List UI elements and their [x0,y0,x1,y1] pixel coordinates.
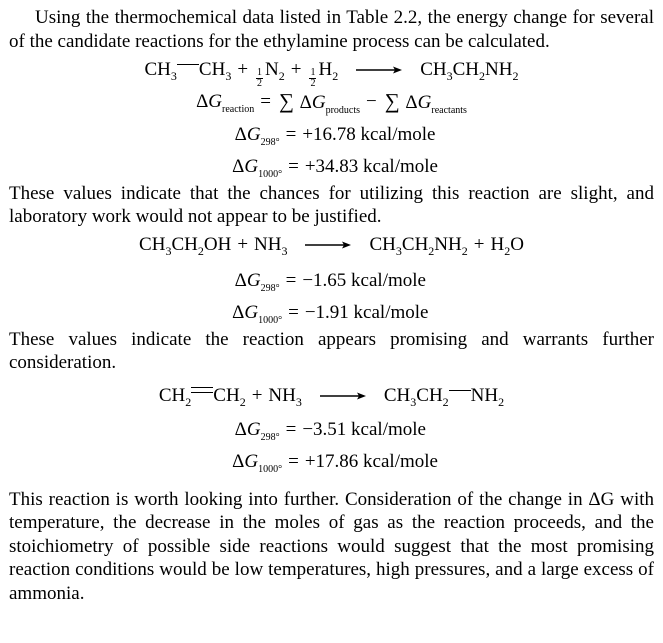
reaction-3-arrow-icon [320,386,366,406]
reaction-3-dg-298-value: −3.51 kcal/mole [302,418,426,440]
reaction-2-dg-1000-value: −1.91 kcal/mole [304,302,429,323]
dg-298-label: $\Delta G_{298^\circ}$ [234,123,280,148]
equals-sign: = [288,451,299,472]
reaction-2-comment: These values indicate the reaction appears promising and warrants further consideration. [9,328,654,373]
formula-equals: = [260,91,271,112]
dg-1000-label: $\Delta G_{1000^\circ}$ [232,451,283,475]
intro-paragraph: Using the thermochemical data listed in Table 2.2, the energy change for several of the candidate reactions for the ethylamine process can be calculated. [9,7,654,52]
conclusion-paragraph: This reaction is worth looking into further. Consideration of the change in ΔG with temperature, the decrease in the moles of gas as the reaction proceeds, and the stoichiometry of possible side reactions would suggest that the most promising reaction conditions would be low temperatures, high pressures, and a large excess of ammonia. [9,488,654,604]
reaction-3-dg-1000 [9,450,654,474]
reaction-1-dg-298 [9,123,654,147]
reaction-1-dg-298-value: +16.78 kcal/mole [302,123,436,145]
formula-rhs-products: ∑ $\Delta G_{products}$ [278,89,361,116]
reaction-2-dg-298-value: −1.65 kcal/mole [302,269,426,291]
reaction-3-product: $CH_3CH_2$ $NH_2$ [383,384,505,409]
reaction-1-dg-1000 [9,155,654,179]
reaction-2-equation [9,233,654,263]
single-bond-icon [177,59,199,71]
reaction-2-dg-1000 [9,301,654,325]
formula-lhs: $\Delta G_{reaction}$ [196,91,255,115]
reaction-3-equation [9,384,654,414]
equals-sign: = [288,302,299,323]
reaction-1-arrow-icon [356,60,402,80]
reaction-2-product-a: $CH_3CH_2NH_2$ [369,233,468,258]
free-energy-formula [9,90,654,115]
reaction-2-plus-1: + [237,233,249,255]
reaction-1-reactant-c: $H_2$ [318,59,339,83]
double-bond-icon [191,385,213,397]
equals-sign: = [288,156,299,177]
dg-298-label: $\Delta G_{298^\circ}$ [234,269,280,294]
reaction-1-half-fraction: $\frac{1}{2}$ [257,67,263,89]
reaction-1-reactant-b: $N_2$ [265,59,285,83]
reaction-1-equation [9,58,654,89]
reaction-1-plus-2: + [290,59,302,80]
reaction-1-plus-1: + [237,59,249,80]
reaction-2-reactant-a: $CH_3CH_2OH$ [139,233,232,258]
reaction-1-comment: These values indicate that the chances for utilizing this reaction are slight, and laboratory work would not appear to be justified. [9,182,654,227]
dg-298-label: $\Delta G_{298^\circ}$ [234,418,280,443]
equals-sign: = [285,123,297,145]
reaction-3-reactant-a: $CH_2$ $CH_2$ [158,384,246,409]
document-page [9,6,654,605]
reaction-1-half-fraction-2: $\frac{1}{2}$ [310,67,316,89]
reaction-3-plus-1: + [251,384,263,406]
single-bond-icon [449,385,471,397]
reaction-2-arrow-icon [305,235,351,255]
reaction-1-reactant-a: $CH_3$ $CH_3$ [144,59,232,83]
reaction-2-dg-298 [9,269,654,293]
reaction-3-reactant-b: $NH_3$ [268,384,302,409]
formula-minus: − [366,91,377,112]
dg-1000-label: $\Delta G_{1000^\circ}$ [232,302,283,326]
dg-1000-label: $\Delta G_{1000^\circ}$ [232,156,283,180]
equals-sign: = [285,418,297,440]
formula-rhs-reactants: ∑ $\Delta G_{reactants}$ [384,89,467,116]
equals-sign: = [285,269,297,291]
reaction-3-dg-298 [9,418,654,442]
reaction-1-product: $CH_3CH_2NH_2$ [420,59,519,83]
reaction-2-product-b: $H_2O$ [490,233,524,258]
reaction-2-reactant-b: $NH_3$ [254,233,288,258]
reaction-1-dg-1000-value: +34.83 kcal/mole [304,156,438,177]
reaction-2-plus-2: + [473,233,485,255]
reaction-3-dg-1000-value: +17.86 kcal/mole [304,451,438,472]
